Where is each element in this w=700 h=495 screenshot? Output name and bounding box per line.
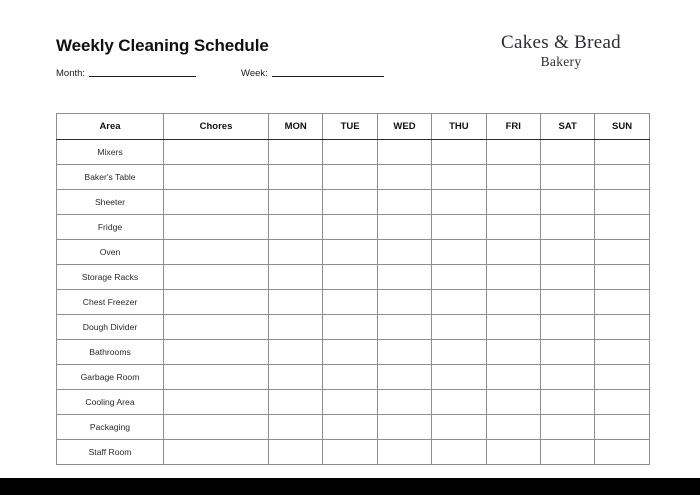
day-cell-mon[interactable] — [269, 265, 323, 290]
day-cell-sat[interactable] — [540, 140, 594, 165]
day-cell-sat[interactable] — [540, 215, 594, 240]
day-cell-tue[interactable] — [323, 340, 377, 365]
day-cell-mon[interactable] — [269, 140, 323, 165]
page-title: Weekly Cleaning Schedule — [56, 36, 269, 55]
day-cell-mon[interactable] — [269, 340, 323, 365]
day-cell-thu[interactable] — [432, 315, 486, 340]
day-cell-wed[interactable] — [377, 265, 431, 290]
day-cell-sun[interactable] — [595, 390, 649, 415]
brand-subtitle: Bakery — [540, 54, 582, 69]
table-row — [57, 265, 650, 290]
day-cell-mon[interactable] — [269, 215, 323, 240]
day-cell-fri[interactable] — [486, 140, 540, 165]
column-header-thu: THU — [432, 114, 486, 140]
day-cell-thu[interactable] — [432, 190, 486, 215]
day-cell-fri[interactable] — [486, 315, 540, 340]
day-cell-fri[interactable] — [486, 240, 540, 265]
day-cell-mon[interactable] — [269, 440, 323, 465]
day-cell-thu[interactable] — [432, 365, 486, 390]
table-row — [57, 390, 650, 415]
day-cell-fri[interactable] — [486, 165, 540, 190]
day-cell-sat[interactable] — [540, 340, 594, 365]
area-cell: Garbage Room — [57, 365, 164, 390]
day-cell-sat[interactable] — [540, 265, 594, 290]
table-row — [57, 165, 650, 190]
day-cell-thu[interactable] — [432, 165, 486, 190]
day-cell-sun[interactable] — [595, 415, 649, 440]
day-cell-mon[interactable] — [269, 290, 323, 315]
table-row — [57, 290, 650, 315]
day-cell-thu[interactable] — [432, 415, 486, 440]
area-cell: Fridge — [57, 215, 164, 240]
day-cell-mon[interactable] — [269, 165, 323, 190]
week-field[interactable] — [241, 68, 384, 79]
chores-cell[interactable] — [164, 340, 269, 365]
brand-logo — [476, 32, 646, 70]
chores-cell[interactable] — [164, 365, 269, 390]
day-cell-thu[interactable] — [432, 140, 486, 165]
chores-cell[interactable] — [164, 440, 269, 465]
day-cell-sun[interactable] — [595, 290, 649, 315]
header-fields — [56, 68, 384, 79]
day-cell-mon[interactable] — [269, 365, 323, 390]
table-row — [57, 240, 650, 265]
day-cell-sun[interactable] — [595, 340, 649, 365]
table-row — [57, 140, 650, 165]
day-cell-mon[interactable] — [269, 415, 323, 440]
chores-cell[interactable] — [164, 315, 269, 340]
day-cell-fri[interactable] — [486, 290, 540, 315]
area-cell: Chest Freezer — [57, 290, 164, 315]
day-cell-wed[interactable] — [377, 440, 431, 465]
area-cell: Packaging — [57, 415, 164, 440]
chores-cell[interactable] — [164, 190, 269, 215]
table-body — [57, 140, 650, 465]
day-cell-sat[interactable] — [540, 390, 594, 415]
day-cell-sun[interactable] — [595, 265, 649, 290]
area-cell: Dough Divider — [57, 315, 164, 340]
day-cell-sat[interactable] — [540, 440, 594, 465]
schedule-table-wrap — [56, 113, 649, 465]
table-row — [57, 215, 650, 240]
day-cell-thu[interactable] — [432, 440, 486, 465]
cleaning-schedule-table — [56, 113, 650, 465]
day-cell-thu[interactable] — [432, 290, 486, 315]
chores-cell[interactable] — [164, 165, 269, 190]
day-cell-tue[interactable] — [323, 215, 377, 240]
day-cell-sun[interactable] — [595, 440, 649, 465]
chores-cell[interactable] — [164, 415, 269, 440]
day-cell-fri[interactable] — [486, 365, 540, 390]
day-cell-wed[interactable] — [377, 415, 431, 440]
chores-cell[interactable] — [164, 240, 269, 265]
table-row — [57, 415, 650, 440]
day-cell-sun[interactable] — [595, 240, 649, 265]
brand-name: Cakes & Bread — [501, 32, 621, 53]
area-cell: Sheeter — [57, 190, 164, 215]
day-cell-sat[interactable] — [540, 415, 594, 440]
day-cell-sun[interactable] — [595, 165, 649, 190]
day-cell-sat[interactable] — [540, 365, 594, 390]
day-cell-tue[interactable] — [323, 190, 377, 215]
day-cell-fri[interactable] — [486, 340, 540, 365]
column-header-wed: WED — [377, 114, 431, 140]
footer-bar — [0, 478, 700, 495]
chores-cell[interactable] — [164, 140, 269, 165]
day-cell-sun[interactable] — [595, 315, 649, 340]
chores-cell[interactable] — [164, 390, 269, 415]
day-cell-wed[interactable] — [377, 365, 431, 390]
day-cell-thu[interactable] — [432, 340, 486, 365]
month-field[interactable] — [56, 68, 196, 79]
month-field-label: Month: — [56, 68, 86, 79]
day-cell-fri[interactable] — [486, 390, 540, 415]
area-cell: Staff Room — [57, 440, 164, 465]
chores-cell[interactable] — [164, 215, 269, 240]
week-field-rule[interactable] — [272, 76, 384, 77]
day-cell-tue[interactable] — [323, 290, 377, 315]
chores-cell[interactable] — [164, 265, 269, 290]
table-row — [57, 440, 650, 465]
day-cell-sun[interactable] — [595, 215, 649, 240]
day-cell-tue[interactable] — [323, 315, 377, 340]
chores-cell[interactable] — [164, 290, 269, 315]
day-cell-fri[interactable] — [486, 440, 540, 465]
week-field-label: Week: — [241, 68, 268, 79]
area-cell: Oven — [57, 240, 164, 265]
day-cell-sun[interactable] — [595, 365, 649, 390]
column-header-tue: TUE — [323, 114, 377, 140]
day-cell-sun[interactable] — [595, 190, 649, 215]
day-cell-wed[interactable] — [377, 140, 431, 165]
table-header-row — [57, 114, 650, 140]
day-cell-sat[interactable] — [540, 165, 594, 190]
day-cell-sat[interactable] — [540, 315, 594, 340]
day-cell-wed[interactable] — [377, 215, 431, 240]
day-cell-tue[interactable] — [323, 440, 377, 465]
day-cell-thu[interactable] — [432, 215, 486, 240]
day-cell-tue[interactable] — [323, 390, 377, 415]
day-cell-fri[interactable] — [486, 265, 540, 290]
day-cell-wed[interactable] — [377, 165, 431, 190]
day-cell-thu[interactable] — [432, 240, 486, 265]
table-row — [57, 365, 650, 390]
area-cell: Baker's Table — [57, 165, 164, 190]
day-cell-wed[interactable] — [377, 315, 431, 340]
column-header-chores: Chores — [164, 114, 269, 140]
day-cell-thu[interactable] — [432, 265, 486, 290]
sheet-header — [0, 0, 700, 110]
column-header-area: Area — [57, 114, 164, 140]
day-cell-tue[interactable] — [323, 265, 377, 290]
day-cell-tue[interactable] — [323, 140, 377, 165]
day-cell-sat[interactable] — [540, 240, 594, 265]
day-cell-tue[interactable] — [323, 365, 377, 390]
column-header-sun: SUN — [595, 114, 649, 140]
day-cell-sat[interactable] — [540, 290, 594, 315]
day-cell-mon[interactable] — [269, 240, 323, 265]
day-cell-fri[interactable] — [486, 215, 540, 240]
day-cell-sat[interactable] — [540, 190, 594, 215]
day-cell-fri[interactable] — [486, 415, 540, 440]
table-row — [57, 315, 650, 340]
day-cell-tue[interactable] — [323, 415, 377, 440]
day-cell-thu[interactable] — [432, 390, 486, 415]
month-field-rule[interactable] — [89, 76, 196, 77]
day-cell-mon[interactable] — [269, 390, 323, 415]
day-cell-mon[interactable] — [269, 315, 323, 340]
column-header-sat: SAT — [540, 114, 594, 140]
column-header-mon: MON — [269, 114, 323, 140]
area-cell: Bathrooms — [57, 340, 164, 365]
day-cell-wed[interactable] — [377, 290, 431, 315]
table-row — [57, 190, 650, 215]
table-row — [57, 340, 650, 365]
area-cell: Cooling Area — [57, 390, 164, 415]
area-cell: Storage Racks — [57, 265, 164, 290]
day-cell-sun[interactable] — [595, 140, 649, 165]
day-cell-mon[interactable] — [269, 190, 323, 215]
day-cell-wed[interactable] — [377, 390, 431, 415]
day-cell-tue[interactable] — [323, 165, 377, 190]
day-cell-tue[interactable] — [323, 240, 377, 265]
day-cell-wed[interactable] — [377, 340, 431, 365]
column-header-fri: FRI — [486, 114, 540, 140]
day-cell-fri[interactable] — [486, 190, 540, 215]
day-cell-wed[interactable] — [377, 240, 431, 265]
area-cell: Mixers — [57, 140, 164, 165]
day-cell-wed[interactable] — [377, 190, 431, 215]
